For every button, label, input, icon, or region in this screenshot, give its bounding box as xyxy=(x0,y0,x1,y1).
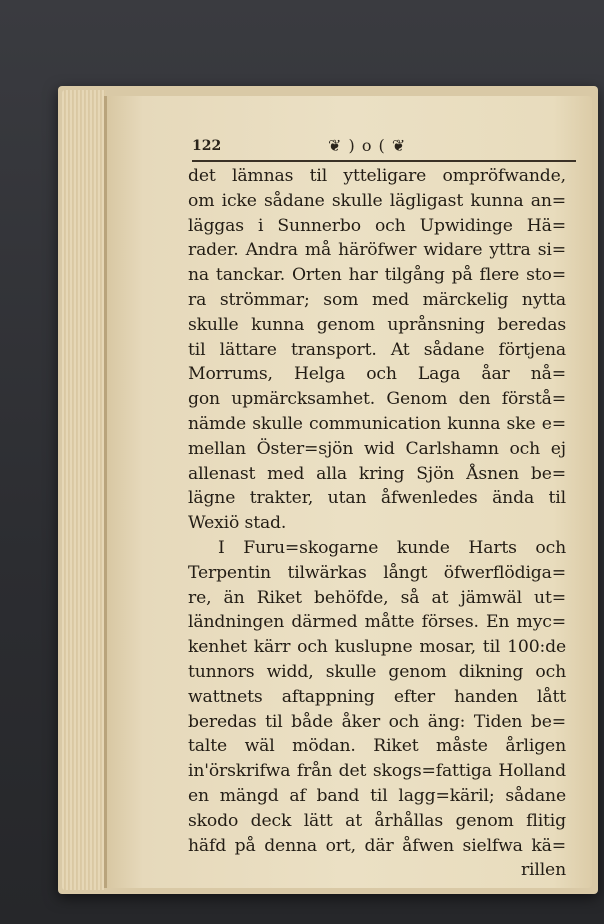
text-line: Terpentin tilwärkas långt öfwerflödiga= xyxy=(188,562,566,583)
text-line: tunnors widd, skulle genom dikning och xyxy=(188,661,566,682)
text-line: skodo deck lätt at århållas genom flitig xyxy=(188,810,566,831)
text-line: beredas til både åker och äng: Tiden be= xyxy=(188,711,566,732)
text-line: skulle kunna genom uprånsning beredas xyxy=(188,314,566,335)
text-line: om icke sådane skulle lägligast kunna an= xyxy=(188,190,566,211)
page-number: 122 xyxy=(192,138,222,154)
text-line: allenast med alla kring Sjön Åsnen be= xyxy=(188,463,566,484)
text-line: läggas i Sunnerbo och Upwidinge Hä= xyxy=(188,215,566,236)
body-text xyxy=(188,164,566,883)
page-edges xyxy=(62,90,106,890)
text-line: det lämnas til ytteligare ompröfwande, xyxy=(188,166,566,186)
text-line: kenhet kärr och kuslupne mosar, til 100:de xyxy=(188,637,566,658)
page-gutter xyxy=(104,96,107,888)
text-line: nämde skulle communication kunna ske e= xyxy=(188,413,566,434)
catchword: rillen xyxy=(520,860,566,881)
text-line: en mängd af band til lagg=käril; sådane xyxy=(188,785,566,806)
page-header xyxy=(192,136,570,160)
text-line: I Furu=skogarne kunde Harts och xyxy=(218,537,566,558)
text-line: mellan Öster=sjön wid Carlshamn och ej xyxy=(188,438,566,459)
text-line: wattnets aftappning efter handen lått xyxy=(188,686,566,707)
text-line: häfd på denna ort, där åfwen sielfwa kä= xyxy=(188,835,566,856)
text-line: til lättare transport. At sådane förtjena xyxy=(188,339,566,360)
text-line: rader. Andra må häröfwer widare yttra si= xyxy=(188,240,566,261)
text-line: lägne trakter, utan åfwenledes ända til xyxy=(188,488,566,509)
text-line: na tanckar. Orten har tilgång på flere sto= xyxy=(188,265,566,286)
text-line: in'örskrifwa från det skogs=fattiga Holland xyxy=(188,761,566,782)
text-line: ra strömmar; som med märckelig nytta xyxy=(188,289,566,310)
text-line: ländningen därmed måtte förses. En myc= xyxy=(188,612,566,633)
header-rule xyxy=(192,160,576,162)
text-line: Morrums, Helga och Laga åar nå= xyxy=(188,364,566,385)
header-ornament: ❦ ) o ( ❦ xyxy=(328,136,407,155)
text-line: gon upmärcksamhet. Genom den förstå= xyxy=(188,389,566,410)
text-line: re, än Riket behöfde, så at jämwäl ut= xyxy=(188,587,566,608)
text-line: talte wäl mödan. Riket måste årligen xyxy=(188,736,566,757)
text-line: Wexiö stad. xyxy=(188,513,287,534)
